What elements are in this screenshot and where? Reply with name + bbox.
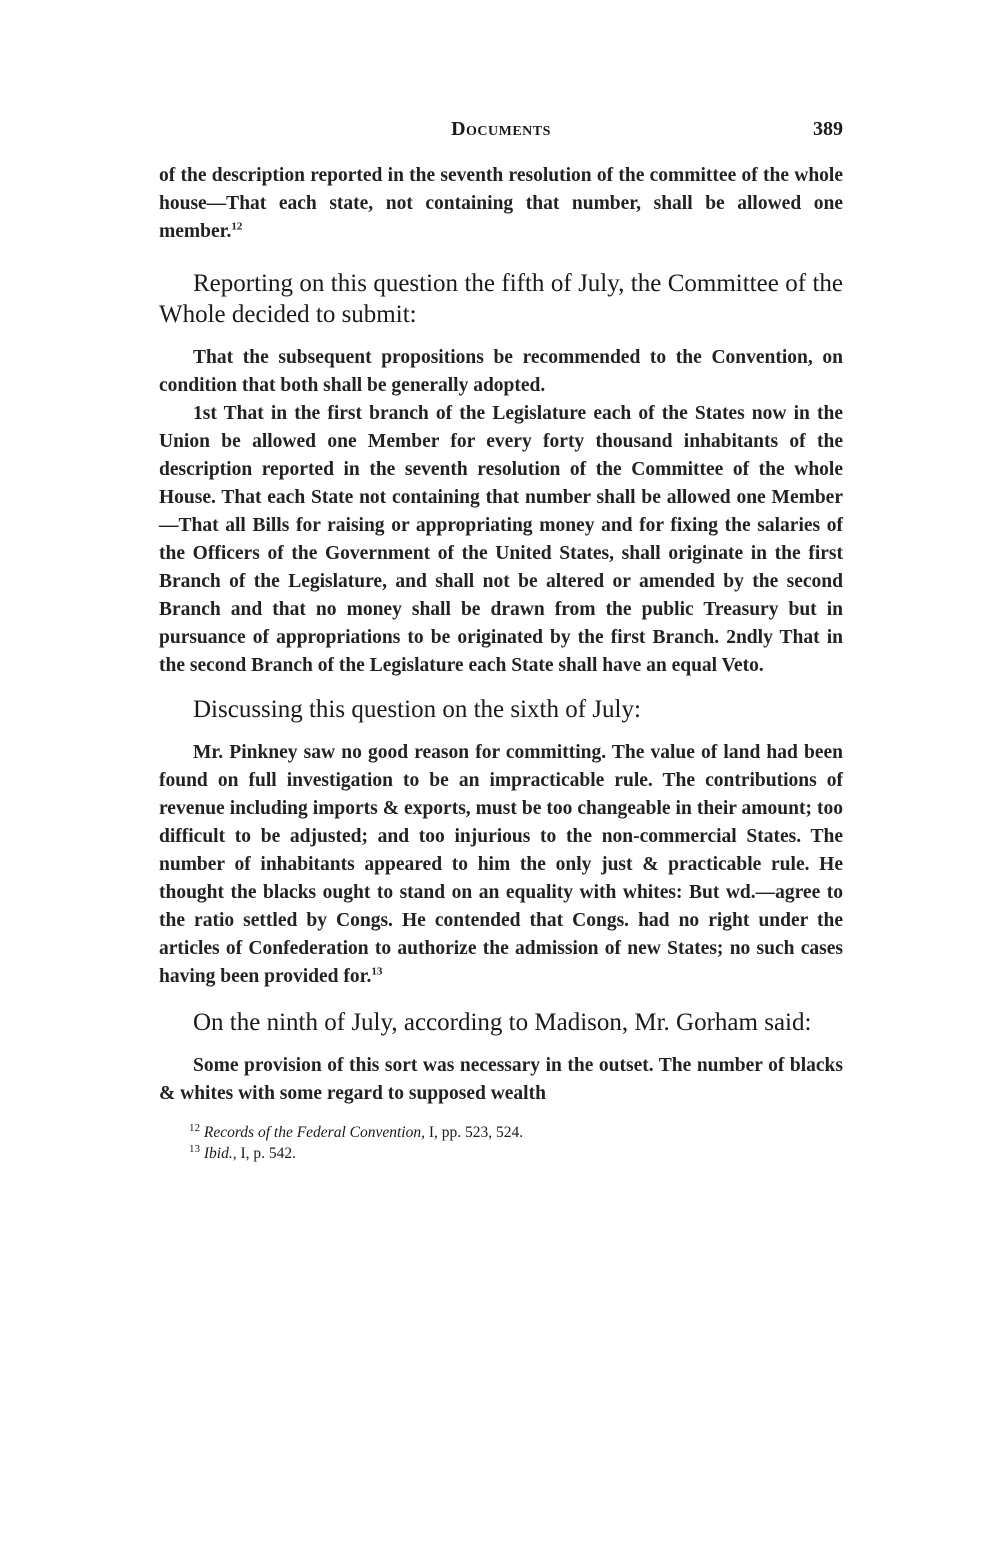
footnote-13-pages: I, p. 542.	[236, 1145, 297, 1162]
quote-3-text: Mr. Pinkney saw no good reason for committing. The value of land had been found on full investigation to be an impracticable rule. The contributions of revenue including imports & exports, must be too changeable in their amount; too difficult to be adjusted; and too injurious to the non-commercial States. The number of inhabitants appeared to him the only just & practicable rule. He thought the blacks ought to stand on an equality with whites: But wd.—agree to the ratio settled by Congs. He contended that Congs. had no right under the articles of Confederation to authorize the admission of new States; no such cases having been provided for.	[159, 742, 843, 987]
narrative-paragraph-3: On the ninth of July, according to Madison, Mr. Gorham said:	[193, 1009, 812, 1036]
quote-1-text: of the description reported in the seventh resolution of the committee of the whole house—That each state, not containing that number, shall be allowed one member.	[159, 165, 843, 242]
narrative-paragraph-1: Reporting on this question the fifth of July, the Committee of the Whole decided to submit:	[159, 270, 843, 328]
footnote-13-number: 13	[189, 1142, 200, 1155]
quote-2-intro: That the subsequent propositions be recommended to the Convention, on condition that both shall be generally adopted.	[159, 347, 843, 396]
footnote-12-pages: I, pp. 523, 524.	[425, 1124, 524, 1141]
footnote-ref-12: 12	[231, 220, 243, 233]
footnotes	[159, 1122, 843, 1164]
quote-4-text: Some provision of this sort was necessary in the outset. The number of blacks & whites with some regard to supposed wealth	[159, 1055, 843, 1104]
footnote-12-number: 12	[189, 1121, 200, 1134]
running-head: Documents	[451, 118, 551, 140]
footnote-12	[189, 1122, 843, 1143]
quote-2-body: 1st That in the first branch of the Legislature each of the States now in the Union be allowed one Member for every forty thousand inhabitants of the description reported in the seventh resolution of the Committee of the whole House. That each State not containing that number shall be allowed one Member—That all Bills for raising or appropriating money and for fixing the salaries of the Officers of the Government of the United States, shall originate in the first Branch of the Legislature, and shall not be altered or amended by the second Branch and that no money shall be drawn from the public Treasury but in pursuance of appropriations to be originated by the first Branch. 2ndly That in the second Branch of the Legislature each State shall have an equal Veto.	[159, 403, 843, 676]
footnote-13-title: Ibid.,	[203, 1145, 237, 1162]
page-header	[159, 112, 843, 148]
footnote-12-title: Records of the Federal Convention,	[203, 1124, 425, 1141]
quote-block-3	[159, 739, 843, 991]
document-page	[159, 112, 843, 1164]
quote-block-1	[159, 162, 843, 246]
quote-block-4	[159, 1052, 843, 1108]
narrative-paragraph-2: Discussing this question on the sixth of July:	[193, 696, 641, 723]
page-number: 389	[813, 118, 843, 140]
footnote-ref-13: 13	[371, 965, 383, 978]
footnote-13	[189, 1143, 843, 1164]
quote-block-2	[159, 344, 843, 680]
